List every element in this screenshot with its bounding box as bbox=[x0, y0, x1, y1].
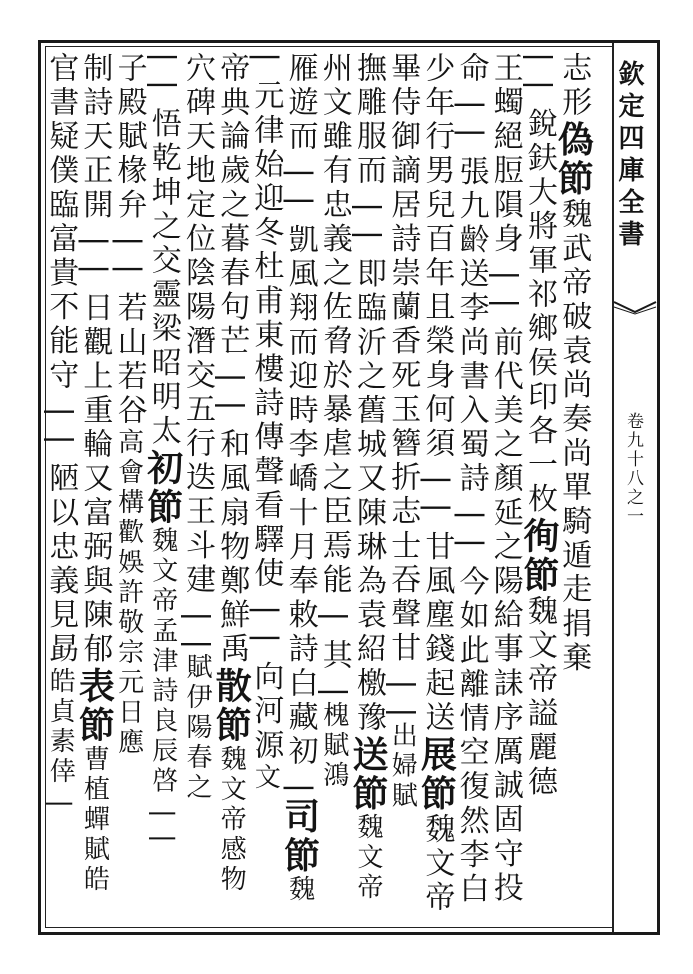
entry-heading: 偽節 bbox=[552, 120, 595, 199]
fishtail-mark-icon bbox=[614, 300, 656, 314]
text-column bbox=[210, 52, 256, 922]
body-text: | | 銳鈇大將軍祁鄉侯印各一枚 bbox=[521, 52, 557, 517]
text-column bbox=[179, 52, 222, 922]
text-column bbox=[278, 52, 324, 922]
entry-heading: 徇節 bbox=[517, 516, 560, 595]
entry-heading: 送節 bbox=[346, 735, 389, 814]
annotation-text: 高會構歡娛許敬宗元日應 bbox=[113, 428, 144, 759]
annotation-text: 曹植蟬賦皓 bbox=[79, 744, 110, 895]
body-text: 命 | | 張九齡送李尚書入蜀詩 | | 今如此離情空復然李白 bbox=[453, 52, 489, 907]
body-text: 州文雖有忠義之佐脅於暴虐之臣焉能 | 其 | bbox=[316, 52, 352, 702]
body-text: | 元律始迎冬杜甫東樓詩傳聲看驛使 | | 向河源 bbox=[248, 52, 284, 763]
text-column bbox=[316, 52, 359, 922]
annotation-text: 魏文帝 bbox=[352, 813, 383, 904]
body-text: | | 悟乾坤之交靈梁昭明太 bbox=[145, 52, 181, 449]
text-column bbox=[43, 52, 85, 922]
entry-heading: 展節 bbox=[415, 735, 458, 814]
text-column bbox=[487, 52, 530, 922]
book-title: 欽定四庫全書 bbox=[614, 60, 644, 252]
body-text: 畢侍御謫居詩崇蘭香死玉簪折志士吞聲甘 | | bbox=[385, 52, 421, 722]
annotation-text: 魏文帝感物 bbox=[216, 744, 247, 895]
body-text: 雁遊而 | | 凱風翔而迎時李嶠十月奉敕詩白藏初 | bbox=[282, 52, 318, 798]
body-text: 志 bbox=[556, 52, 592, 87]
body-text: 子殿賦椽弁 | | 若山若谷 bbox=[111, 52, 147, 429]
body-text: 官書疑僕臨富貴不能守 | | 陋以忠義見勗 bbox=[43, 52, 79, 667]
body-text: 制詩天正開 | | 日觀上重輪又富弼與陳郁 bbox=[77, 52, 113, 667]
annotation-text: 魏文帝孟津詩良辰啓 | | bbox=[147, 526, 178, 847]
annotation-text: 魏 bbox=[284, 875, 315, 906]
annotation-text: 皓貞素倖 | bbox=[45, 666, 76, 812]
body-text: 魏文帝謚麗德 bbox=[521, 594, 557, 800]
body-text: 穴碑天地定位陰陽潛交五行迭王斗建 | | bbox=[179, 52, 215, 654]
annotation-text: 出婦賦 bbox=[387, 721, 418, 812]
body-text: 撫雕服而 | | 即臨沂之舊城又陳琳為袁紹檄豫 bbox=[350, 52, 386, 736]
text-column bbox=[415, 52, 461, 922]
text-column bbox=[73, 52, 119, 922]
entry-heading: 散節 bbox=[210, 666, 253, 745]
body-text: 魏文帝 bbox=[419, 813, 455, 916]
text-column bbox=[517, 52, 564, 922]
text-column bbox=[111, 52, 153, 922]
text-column bbox=[141, 52, 188, 922]
body-text: 魏武帝破袁尚奏尚單騎遁走捐棄 bbox=[556, 198, 592, 676]
text-column bbox=[552, 52, 598, 922]
annotation-text: 槐賦鴻 bbox=[318, 701, 349, 792]
text-column bbox=[385, 52, 427, 922]
entry-heading: 司節 bbox=[278, 797, 321, 876]
text-column bbox=[453, 52, 495, 922]
body-text: 王蠋絕脰隕身 | | 前代美之顏延之陽給事誄序厲誠固守投 bbox=[487, 52, 523, 906]
annotation-text: 文 bbox=[250, 762, 281, 793]
text-column bbox=[248, 52, 290, 922]
text-column bbox=[346, 52, 393, 922]
entry-heading: 初節 bbox=[141, 448, 184, 527]
volume-label: 卷九十八之一 bbox=[623, 412, 643, 526]
entry-heading: 表節 bbox=[73, 666, 116, 745]
annotation-text: 賦伊陽春之 bbox=[181, 653, 212, 804]
body-text: 帝典論歲之暮春句芒 | | 和風扇物鄭鮮禹 bbox=[214, 52, 250, 667]
body-text: 形 bbox=[556, 86, 592, 121]
body-text: 少年行男兒百年且榮身何須 | | 甘風塵錢起送 bbox=[419, 52, 455, 736]
